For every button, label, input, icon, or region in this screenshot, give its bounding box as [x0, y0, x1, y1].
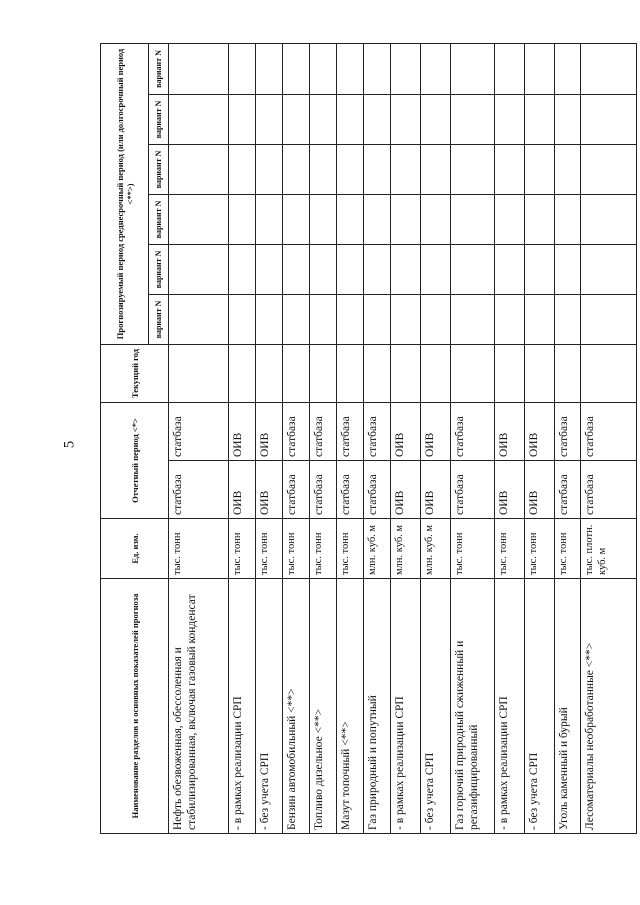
row-report-1: статбаза	[451, 461, 495, 519]
empty-cell	[555, 43, 581, 94]
empty-cell	[256, 43, 283, 94]
empty-cell	[229, 95, 256, 145]
row-report-1: статбаза	[364, 461, 391, 519]
row-report-2: статбаза	[451, 403, 495, 461]
row-unit: тыс. плотн. куб. м	[581, 519, 637, 579]
empty-cell	[421, 95, 451, 145]
empty-cell	[310, 245, 337, 295]
table-header	[101, 43, 169, 833]
empty-cell	[451, 245, 495, 295]
table-row	[525, 43, 555, 833]
empty-cell	[555, 145, 581, 195]
empty-cell	[169, 95, 229, 145]
empty-cell	[421, 145, 451, 195]
empty-cell	[451, 95, 495, 145]
row-unit: тыс. тонн	[451, 519, 495, 579]
empty-cell	[421, 195, 451, 245]
empty-cell	[495, 145, 525, 195]
row-unit: тыс. тонн	[337, 519, 364, 579]
empty-cell	[495, 345, 525, 403]
row-report-1: ОИВ	[229, 461, 256, 519]
empty-cell	[169, 245, 229, 295]
empty-cell	[525, 195, 555, 245]
empty-cell	[229, 195, 256, 245]
empty-cell	[451, 43, 495, 94]
empty-cell	[391, 245, 421, 295]
table-row	[495, 43, 525, 833]
row-name: Топливо дизельное <**>	[310, 579, 337, 834]
empty-cell	[555, 195, 581, 245]
empty-cell	[310, 295, 337, 345]
empty-cell	[555, 345, 581, 403]
row-report-1: ОИВ	[495, 461, 525, 519]
row-report-2: ОИВ	[495, 403, 525, 461]
empty-cell	[421, 345, 451, 403]
empty-cell	[310, 43, 337, 94]
row-report-1: ОИВ	[391, 461, 421, 519]
row-report-2: статбаза	[337, 403, 364, 461]
table-row	[310, 43, 337, 833]
empty-cell	[337, 195, 364, 245]
row-name: - без учета СРП	[525, 579, 555, 834]
empty-cell	[391, 295, 421, 345]
row-unit: млн. куб. м	[421, 519, 451, 579]
row-name: Уголь каменный и бурый	[555, 579, 581, 834]
rotated-table-container	[100, 44, 609, 834]
row-name: Мазут топочный <**>	[337, 579, 364, 834]
empty-cell	[310, 345, 337, 403]
header-variant: вариант N	[149, 195, 169, 245]
empty-cell	[451, 295, 495, 345]
empty-cell	[364, 43, 391, 94]
header-variant: вариант N	[149, 145, 169, 195]
empty-cell	[581, 145, 637, 195]
empty-cell	[364, 95, 391, 145]
row-report-1: статбаза	[169, 461, 229, 519]
row-unit: тыс. тонн	[555, 519, 581, 579]
header-name: Наименование разделов и основных показателей прогноза	[101, 579, 169, 834]
empty-cell	[283, 195, 310, 245]
empty-cell	[581, 195, 637, 245]
empty-cell	[495, 43, 525, 94]
empty-cell	[391, 145, 421, 195]
empty-cell	[256, 345, 283, 403]
empty-cell	[451, 145, 495, 195]
empty-cell	[283, 43, 310, 94]
empty-cell	[364, 145, 391, 195]
row-report-2: ОИВ	[256, 403, 283, 461]
page-number: 5	[61, 440, 78, 449]
row-report-2: статбаза	[555, 403, 581, 461]
row-report-2: статбаза	[169, 403, 229, 461]
empty-cell	[310, 145, 337, 195]
row-unit: тыс. тонн	[495, 519, 525, 579]
empty-cell	[256, 95, 283, 145]
row-name: Газ горючий природный сжиженный и регазифицированный	[451, 579, 495, 834]
empty-cell	[555, 245, 581, 295]
row-name: Газ природный и попутный	[364, 579, 391, 834]
empty-cell	[421, 245, 451, 295]
row-unit: тыс. тонн	[283, 519, 310, 579]
empty-cell	[525, 43, 555, 94]
empty-cell	[495, 95, 525, 145]
table-row	[337, 43, 364, 833]
header-current-year: Текущий год	[101, 345, 169, 403]
row-report-2: ОИВ	[421, 403, 451, 461]
empty-cell	[229, 345, 256, 403]
empty-cell	[283, 295, 310, 345]
empty-cell	[169, 145, 229, 195]
header-variant: вариант N	[149, 95, 169, 145]
empty-cell	[451, 195, 495, 245]
empty-cell	[256, 245, 283, 295]
empty-cell	[169, 195, 229, 245]
row-unit: млн. куб. м	[391, 519, 421, 579]
empty-cell	[229, 295, 256, 345]
empty-cell	[391, 345, 421, 403]
empty-cell	[364, 195, 391, 245]
row-name: - в рамках реализации СРП	[391, 579, 421, 834]
empty-cell	[391, 95, 421, 145]
row-name: - без учета СРП	[256, 579, 283, 834]
row-report-1: статбаза	[337, 461, 364, 519]
empty-cell	[495, 195, 525, 245]
empty-cell	[256, 195, 283, 245]
empty-cell	[337, 95, 364, 145]
empty-cell	[169, 295, 229, 345]
row-report-2: ОИВ	[525, 403, 555, 461]
table-row	[421, 43, 451, 833]
empty-cell	[581, 295, 637, 345]
empty-cell	[229, 145, 256, 195]
table-row	[256, 43, 283, 833]
empty-cell	[451, 345, 495, 403]
header-variant: вариант N	[149, 43, 169, 94]
row-unit: тыс. тонн	[169, 519, 229, 579]
row-name: Лесоматериалы необработанные <**>	[581, 579, 637, 834]
empty-cell	[555, 95, 581, 145]
row-report-2: статбаза	[364, 403, 391, 461]
row-report-2: ОИВ	[229, 403, 256, 461]
table-row	[169, 43, 229, 833]
header-variant: вариант N	[149, 245, 169, 295]
empty-cell	[364, 345, 391, 403]
row-unit: тыс. тонн	[229, 519, 256, 579]
empty-cell	[283, 145, 310, 195]
empty-cell	[495, 295, 525, 345]
empty-cell	[229, 245, 256, 295]
table-row	[391, 43, 421, 833]
empty-cell	[525, 345, 555, 403]
row-name: Нефть обезвоженная, обессоленная и стабилизированная, включая газовый конденсат	[169, 579, 229, 834]
empty-cell	[525, 295, 555, 345]
row-report-1: статбаза	[283, 461, 310, 519]
empty-cell	[256, 145, 283, 195]
empty-cell	[337, 145, 364, 195]
empty-cell	[581, 95, 637, 145]
table-row	[555, 43, 581, 833]
table-row	[229, 43, 256, 833]
row-name: - в рамках реализации СРП	[229, 579, 256, 834]
empty-cell	[310, 95, 337, 145]
empty-cell	[581, 245, 637, 295]
table-row	[283, 43, 310, 833]
row-name: Бензин автомобильный <**>	[283, 579, 310, 834]
empty-cell	[581, 43, 637, 94]
forecast-table	[100, 43, 637, 834]
empty-cell	[525, 95, 555, 145]
table-row	[364, 43, 391, 833]
row-unit: тыс. тонн	[525, 519, 555, 579]
empty-cell	[364, 245, 391, 295]
header-variant: вариант N	[149, 295, 169, 345]
header-forecast-group: Прогнозируемый период среднесрочный период (или долгосрочный период <**>)	[101, 43, 149, 344]
empty-cell	[421, 43, 451, 94]
empty-cell	[581, 345, 637, 403]
empty-cell	[337, 245, 364, 295]
empty-cell	[391, 195, 421, 245]
empty-cell	[525, 245, 555, 295]
row-report-1: ОИВ	[256, 461, 283, 519]
row-report-2: статбаза	[581, 403, 637, 461]
empty-cell	[283, 95, 310, 145]
empty-cell	[555, 295, 581, 345]
empty-cell	[283, 345, 310, 403]
empty-cell	[337, 345, 364, 403]
empty-cell	[169, 345, 229, 403]
row-unit: тыс. тонн	[256, 519, 283, 579]
row-report-2: ОИВ	[391, 403, 421, 461]
empty-cell	[364, 295, 391, 345]
empty-cell	[256, 295, 283, 345]
row-unit: тыс. тонн	[310, 519, 337, 579]
empty-cell	[229, 43, 256, 94]
row-report-1: статбаза	[581, 461, 637, 519]
row-report-2: статбаза	[310, 403, 337, 461]
empty-cell	[391, 43, 421, 94]
empty-cell	[421, 295, 451, 345]
table-body	[169, 43, 637, 833]
empty-cell	[169, 43, 229, 94]
row-report-1: ОИВ	[421, 461, 451, 519]
table-row	[451, 43, 495, 833]
row-report-2: статбаза	[283, 403, 310, 461]
row-report-1: статбаза	[555, 461, 581, 519]
header-report-period: Отчетный период <*>	[101, 403, 169, 519]
empty-cell	[495, 245, 525, 295]
header-unit: Ед. изм.	[101, 519, 169, 579]
empty-cell	[283, 245, 310, 295]
table-row	[581, 43, 637, 833]
row-name: - в рамках реализации СРП	[495, 579, 525, 834]
row-name: - без учета СРП	[421, 579, 451, 834]
empty-cell	[525, 145, 555, 195]
row-unit: млн. куб. м	[364, 519, 391, 579]
row-report-1: ОИВ	[525, 461, 555, 519]
empty-cell	[337, 43, 364, 94]
row-report-1: статбаза	[310, 461, 337, 519]
empty-cell	[337, 295, 364, 345]
empty-cell	[310, 195, 337, 245]
